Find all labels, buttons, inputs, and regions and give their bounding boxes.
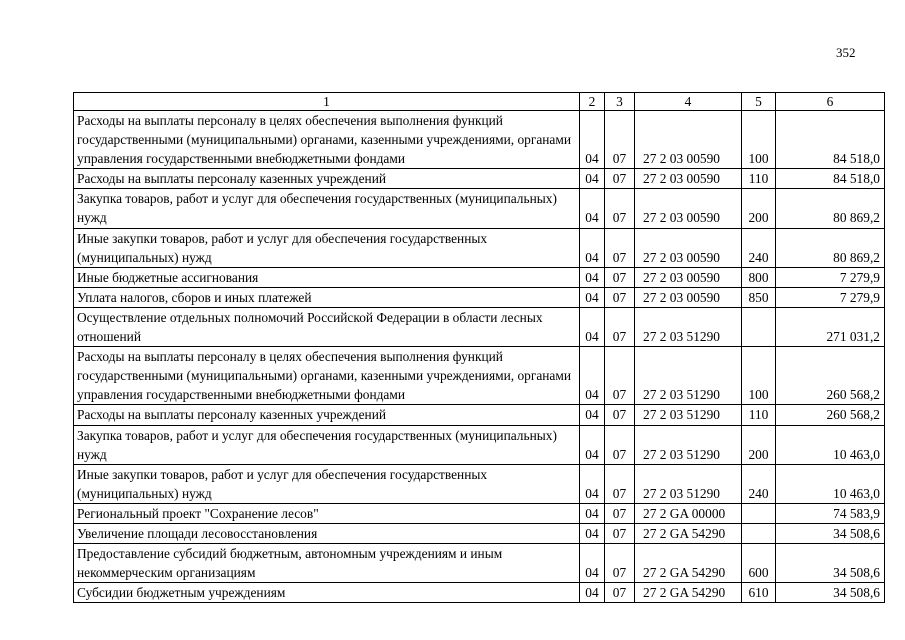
target-article-cell: 27 2 03 51290	[635, 464, 742, 503]
expense-type-cell: 850	[742, 287, 776, 307]
expense-name-cell: Уплата налогов, сборов и иных платежей	[74, 287, 580, 307]
table-row	[74, 189, 885, 228]
section-cell: 04	[580, 111, 605, 169]
expense-type-cell: 600	[742, 544, 776, 583]
target-article-cell: 27 2 03 00590	[635, 169, 742, 189]
expense-name-cell: Закупка товаров, работ и услуг для обеспечения государственных (муниципальных) нужд	[74, 189, 580, 228]
section-cell: 04	[580, 307, 605, 346]
amount-cell: 260 568,2	[776, 405, 885, 425]
header-cell: 3	[605, 93, 635, 111]
subsection-cell: 07	[605, 189, 635, 228]
section-cell: 04	[580, 267, 605, 287]
expense-type-cell: 110	[742, 169, 776, 189]
target-article-cell: 27 2 03 00590	[635, 228, 742, 267]
table-row	[74, 523, 885, 543]
amount-cell: 10 463,0	[776, 425, 885, 464]
subsection-cell: 07	[605, 503, 635, 523]
table-row	[74, 287, 885, 307]
expense-type-cell	[742, 503, 776, 523]
table-row	[74, 503, 885, 523]
subsection-cell: 07	[605, 228, 635, 267]
target-article-cell: 27 2 03 00590	[635, 111, 742, 169]
target-article-cell: 27 2 03 51290	[635, 425, 742, 464]
expense-name-cell: Увеличение площади лесовосстановления	[74, 523, 580, 543]
amount-cell: 34 508,6	[776, 583, 885, 603]
subsection-cell: 07	[605, 111, 635, 169]
expense-name-cell: Расходы на выплаты персоналу казенных учреждений	[74, 405, 580, 425]
amount-cell: 80 869,2	[776, 189, 885, 228]
section-cell: 04	[580, 169, 605, 189]
expense-name-cell: Расходы на выплаты персоналу казенных учреждений	[74, 169, 580, 189]
target-article-cell: 27 2 GA 54290	[635, 583, 742, 603]
subsection-cell: 07	[605, 523, 635, 543]
expense-type-cell: 800	[742, 267, 776, 287]
table-row	[74, 583, 885, 603]
expense-name-cell: Субсидии бюджетным учреждениям	[74, 583, 580, 603]
target-article-cell: 27 2 03 51290	[635, 347, 742, 405]
subsection-cell: 07	[605, 405, 635, 425]
header-row	[74, 93, 885, 111]
target-article-cell: 27 2 03 00590	[635, 189, 742, 228]
target-article-cell: 27 2 03 51290	[635, 307, 742, 346]
section-cell: 04	[580, 347, 605, 405]
target-article-cell: 27 2 03 51290	[635, 405, 742, 425]
target-article-cell: 27 2 03 00590	[635, 287, 742, 307]
expense-type-cell: 200	[742, 425, 776, 464]
header-cell: 6	[776, 93, 885, 111]
target-article-cell: 27 2 GA 54290	[635, 544, 742, 583]
expense-type-cell: 240	[742, 228, 776, 267]
section-cell: 04	[580, 405, 605, 425]
section-cell: 04	[580, 583, 605, 603]
expense-type-cell: 100	[742, 347, 776, 405]
expense-name-cell: Предоставление субсидий бюджетным, автономным учреждениям и иным некоммерческим организациям	[74, 544, 580, 583]
expense-type-cell	[742, 523, 776, 543]
table-row	[74, 464, 885, 503]
expense-name-cell: Осуществление отдельных полномочий Российской Федерации в области лесных отношений	[74, 307, 580, 346]
amount-cell: 10 463,0	[776, 464, 885, 503]
amount-cell: 80 869,2	[776, 228, 885, 267]
expense-type-cell: 110	[742, 405, 776, 425]
budget-table	[73, 92, 885, 603]
amount-cell: 271 031,2	[776, 307, 885, 346]
section-cell: 04	[580, 544, 605, 583]
subsection-cell: 07	[605, 464, 635, 503]
table-row	[74, 544, 885, 583]
table-row	[74, 405, 885, 425]
subsection-cell: 07	[605, 307, 635, 346]
subsection-cell: 07	[605, 267, 635, 287]
target-article-cell: 27 2 03 00590	[635, 267, 742, 287]
expense-name-cell: Иные закупки товаров, работ и услуг для обеспечения государственных (муниципальных) нужд	[74, 228, 580, 267]
header-cell: 4	[635, 93, 742, 111]
expense-name-cell: Расходы на выплаты персоналу в целях обеспечения выполнения функций государственными (муниципальными) органами, казенными учреждениями, органами управления государственными внебюджетными фондами	[74, 111, 580, 169]
table-body	[74, 111, 885, 603]
expense-type-cell: 240	[742, 464, 776, 503]
table-row	[74, 228, 885, 267]
section-cell: 04	[580, 228, 605, 267]
expense-type-cell	[742, 307, 776, 346]
header-cell: 1	[74, 93, 580, 111]
amount-cell: 74 583,9	[776, 503, 885, 523]
target-article-cell: 27 2 GA 00000	[635, 503, 742, 523]
table-row	[74, 169, 885, 189]
expense-name-cell: Региональный проект "Сохранение лесов"	[74, 503, 580, 523]
subsection-cell: 07	[605, 287, 635, 307]
amount-cell: 7 279,9	[776, 287, 885, 307]
header-cell: 2	[580, 93, 605, 111]
amount-cell: 34 508,6	[776, 544, 885, 583]
header-cell: 5	[742, 93, 776, 111]
amount-cell: 7 279,9	[776, 267, 885, 287]
expense-name-cell: Иные закупки товаров, работ и услуг для обеспечения государственных (муниципальных) нужд	[74, 464, 580, 503]
page-number: 352	[836, 45, 856, 60]
amount-cell: 84 518,0	[776, 169, 885, 189]
target-article-cell: 27 2 GA 54290	[635, 523, 742, 543]
table-row	[74, 425, 885, 464]
expense-type-cell: 100	[742, 111, 776, 169]
section-cell: 04	[580, 425, 605, 464]
subsection-cell: 07	[605, 583, 635, 603]
expense-name-cell: Расходы на выплаты персоналу в целях обеспечения выполнения функций государственными (муниципальными) органами, казенными учреждениями, органами управления государственными внебюджетными фондами	[74, 347, 580, 405]
table-row	[74, 111, 885, 169]
table-row	[74, 307, 885, 346]
amount-cell: 84 518,0	[776, 111, 885, 169]
amount-cell: 260 568,2	[776, 347, 885, 405]
amount-cell: 34 508,6	[776, 523, 885, 543]
section-cell: 04	[580, 287, 605, 307]
subsection-cell: 07	[605, 544, 635, 583]
expense-name-cell: Иные бюджетные ассигнования	[74, 267, 580, 287]
table-row	[74, 267, 885, 287]
expense-type-cell: 610	[742, 583, 776, 603]
table-row	[74, 347, 885, 405]
section-cell: 04	[580, 523, 605, 543]
section-cell: 04	[580, 189, 605, 228]
subsection-cell: 07	[605, 169, 635, 189]
subsection-cell: 07	[605, 425, 635, 464]
section-cell: 04	[580, 503, 605, 523]
section-cell: 04	[580, 464, 605, 503]
expense-name-cell: Закупка товаров, работ и услуг для обеспечения государственных (муниципальных) нужд	[74, 425, 580, 464]
expense-type-cell: 200	[742, 189, 776, 228]
subsection-cell: 07	[605, 347, 635, 405]
